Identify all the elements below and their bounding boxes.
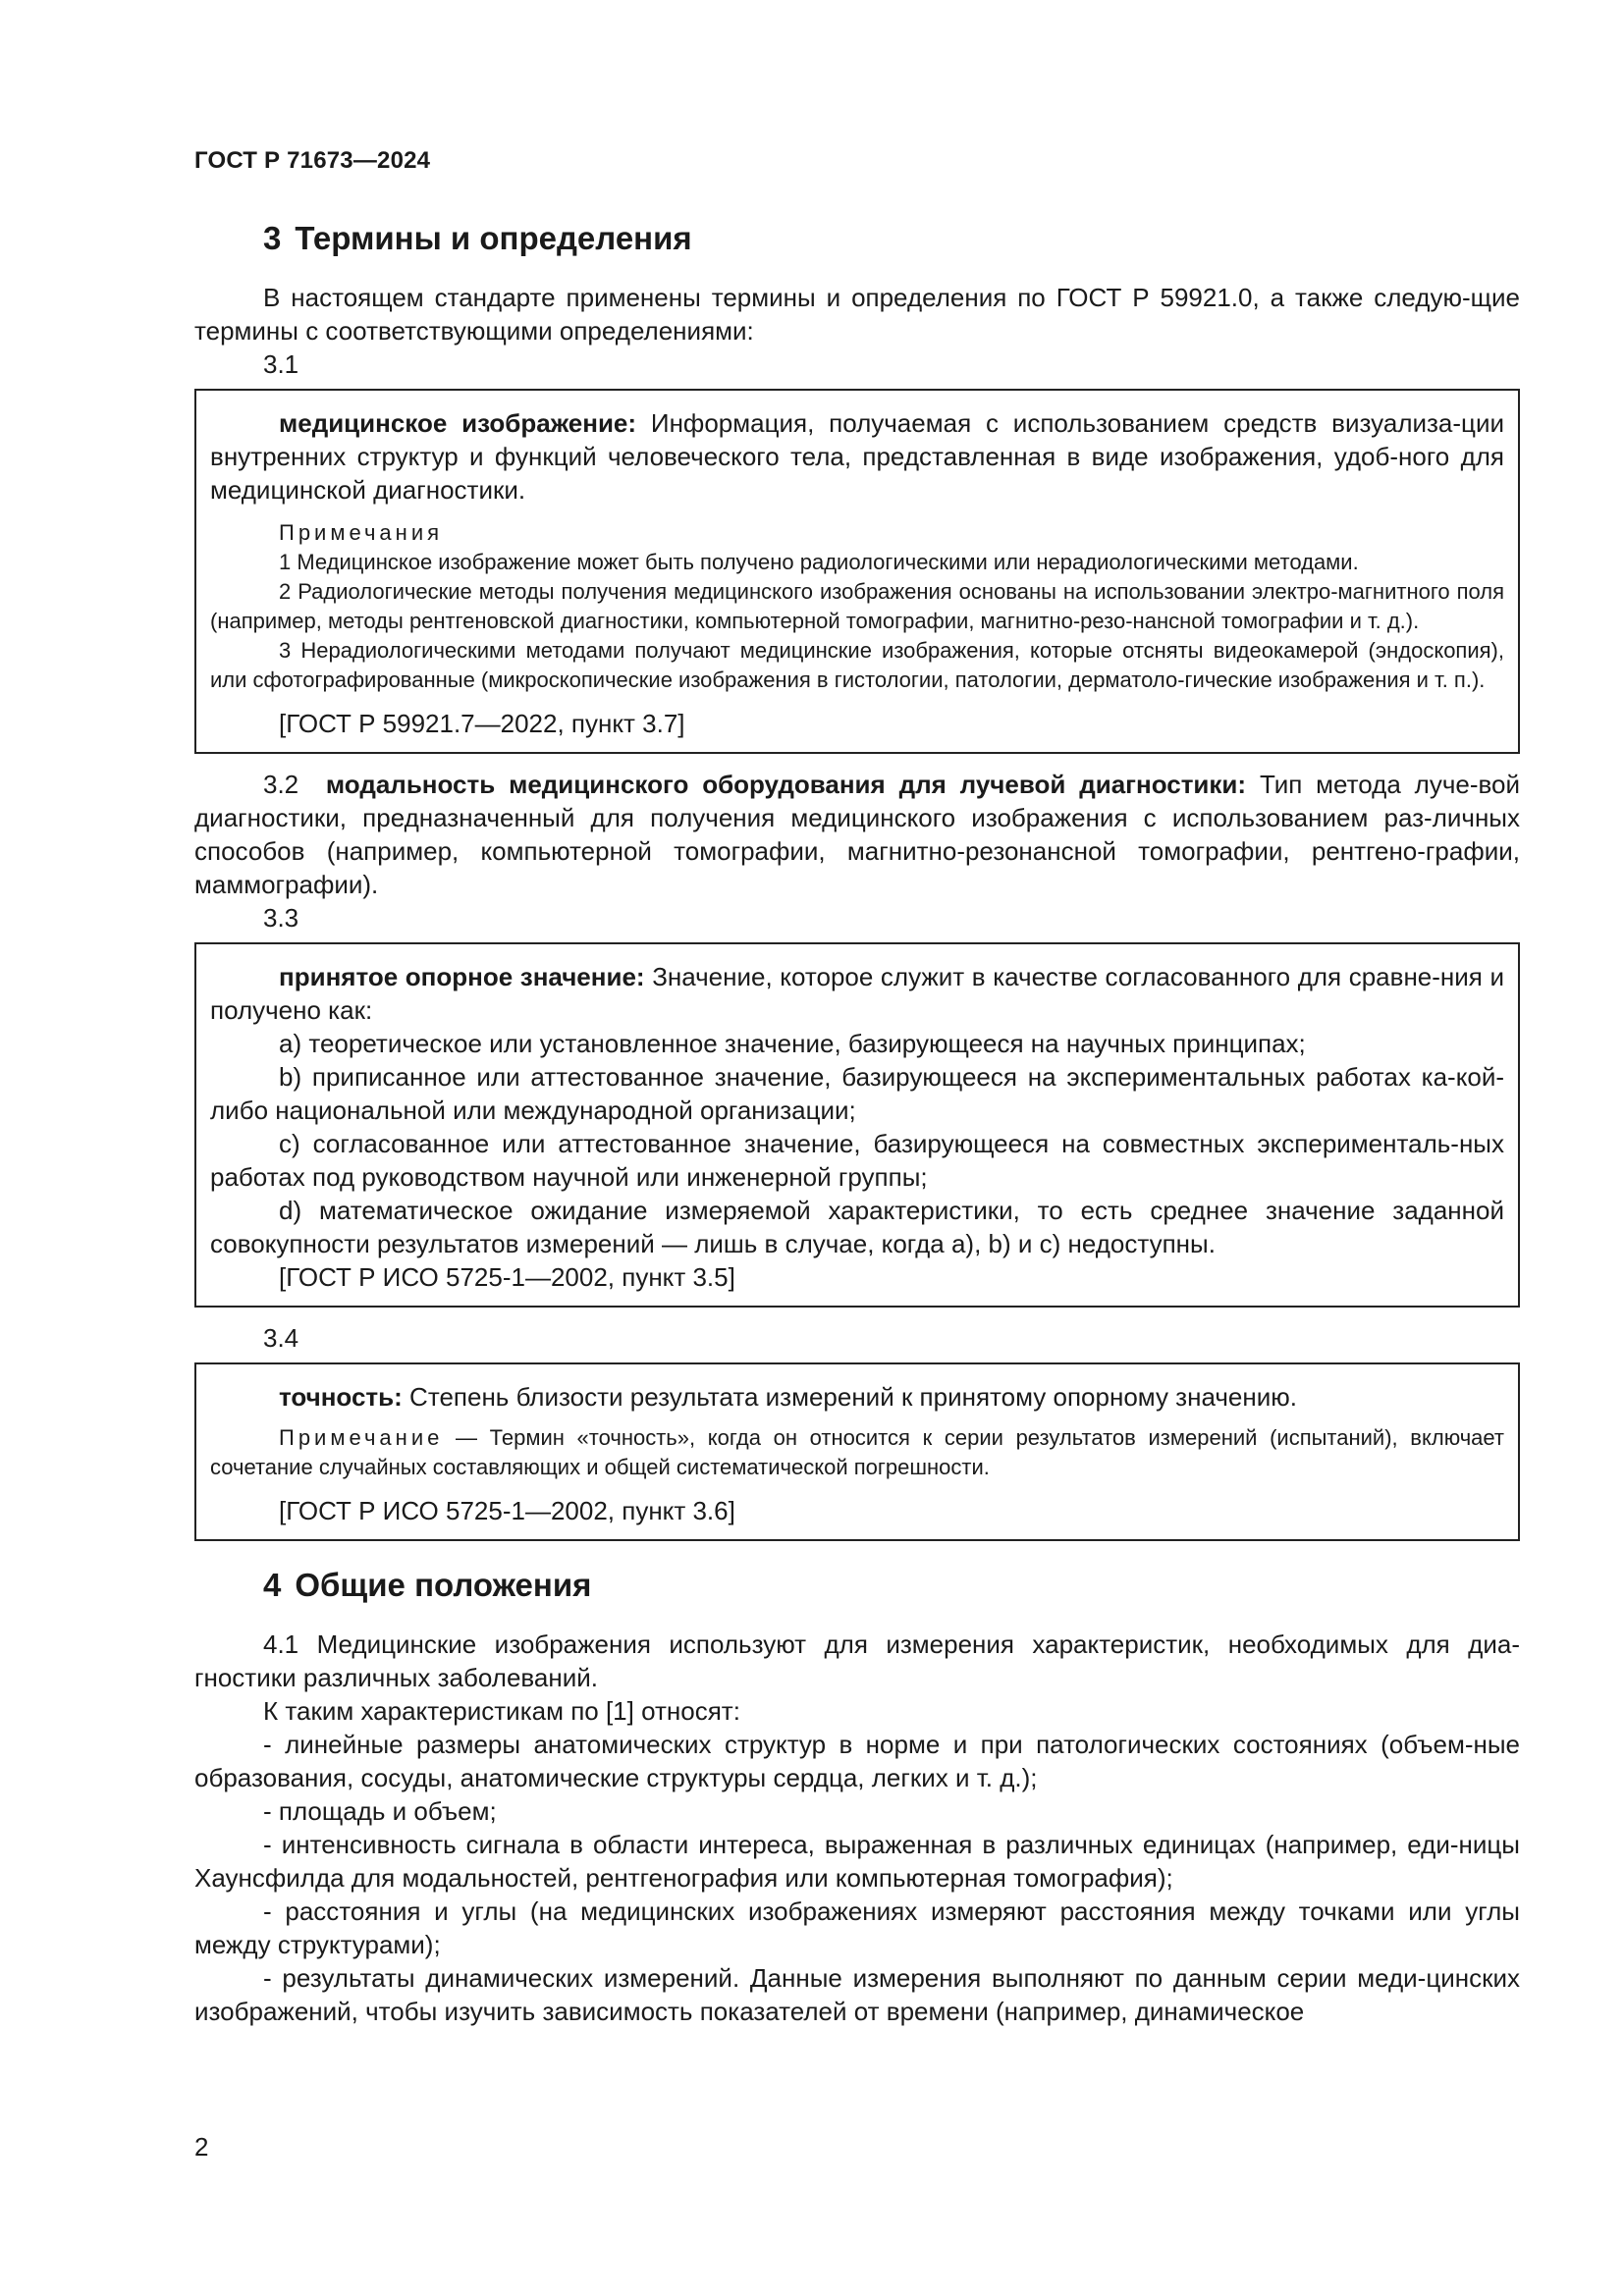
list-item: - площадь и объем; (263, 1796, 497, 1826)
section-4-heading (263, 1565, 1520, 1606)
document-header: ГОСТ Р 71673—2024 (194, 147, 431, 174)
term-3-1-term: медицинское изображение: (279, 408, 637, 438)
term-3-1-definition (210, 406, 1504, 507)
list-item: - интенсивность сигнала в области интереса, выраженная в различных единицах (например, еди-ницы Хаунсфилда для модальностей, рентгенография или компьютерная томография); (194, 1830, 1520, 1893)
term-3-2-number: 3.2 (263, 770, 299, 799)
term-3-1-notes-heading: Примечания (279, 520, 444, 545)
term-3-1-source: [ГОСТ Р 59921.7—2022, пункт 3.7] (279, 709, 685, 738)
term-3-3-item-c: c) согласованное или аттестованное значение, базирующееся на совместных эксперименталь-ных работах под руководством научной или инженерной группы; (210, 1129, 1504, 1192)
list-item: - расстояния и углы (на медицинских изображениях измеряют расстояния между точками или углы между структурами); (194, 1896, 1520, 1959)
term-3-4-note (210, 1423, 1504, 1482)
term-3-1-number: 3.1 (263, 349, 299, 379)
section-4-1-paragraph: 4.1 Медицинские изображения используют для измерения характеристик, необходимых для диа-гностики различных заболеваний. (194, 1629, 1520, 1692)
section-3-title: Термины и определения (295, 220, 692, 256)
term-3-1-note-3: 3 Нерадиологическими методами получают медицинские изображения, которые отсняты видеокамерой (эндоскопия), или сфотографированные (микроскопические изображения в гистологии, патологии, дерматоло-гические изображения и т. п.). (210, 638, 1504, 692)
term-3-4-box (194, 1362, 1520, 1541)
term-3-4-def-text: Степень близости результата измерений к принятому опорному значению. (409, 1382, 1297, 1412)
term-3-3-item-d: d) математическое ожидание измеряемой характеристики, то есть среднее значение заданной совокупности результатов измерений — лишь в случае, когда a), b) и c) недоступны. (210, 1196, 1504, 1258)
section-4-number: 4 (263, 1567, 282, 1603)
term-3-1-note-2: 2 Радиологические методы получения медицинского изображения основаны на использовании электро-магнитного поля (например, методы рентгеновской диагностики, компьютерной томографии, магнитно-резо-нансной томографии и т. д.). (210, 579, 1504, 633)
term-3-4-note-text: — Термин «точность», когда он относится к серии результатов измерений (испытаний), включает сочетание случайных составляющих и общей систематической погрешности. (210, 1425, 1504, 1479)
term-3-2-def-text: Тип метода луче-вой диагностики, предназначенный для получения медицинского изображения с использованием раз-личных способов (например, компьютерной томографии, магнитно-резонансной томографии, рентгено-графии, маммографии). (194, 770, 1520, 899)
term-3-2-definition (194, 768, 1520, 901)
section-3-number: 3 (263, 220, 282, 256)
term-3-3-box (194, 942, 1520, 1308)
term-3-3-def-text: Значение, которое служит в качестве согласованного для сравне-ния и получено как: (210, 962, 1505, 1025)
term-3-4-source: [ГОСТ Р ИСО 5725-1—2002, пункт 3.6] (279, 1496, 735, 1525)
term-3-1-def-text: Информация, получаемая с использованием средств визуализа-ции внутренних структур и функций человеческого тела, представленная в виде изображения, удоб-ного для медицинской диагностики. (210, 408, 1504, 505)
list-item: - линейные размеры анатомических структур в норме и при патологических состояниях (объем-ные образования, сосуды, анатомические структуры сердца, легких и т. д.); (194, 1730, 1520, 1792)
document-body (194, 218, 1520, 2028)
section-3-heading (263, 218, 1520, 259)
term-3-3-source: [ГОСТ Р ИСО 5725-1—2002, пункт 3.5] (279, 1262, 735, 1292)
section-3-intro: В настоящем стандарте применены термины и определения по ГОСТ Р 59921.0, а также следую-щие термины с соответствующими определениями: (194, 283, 1520, 346)
list-item: - результаты динамических измерений. Данные измерения выполняют по данным серии меди-цинских изображений, чтобы изучить зависимость показателей от времени (например, динамическое (194, 1963, 1520, 2026)
page-number: 2 (194, 2132, 209, 2162)
term-3-3-term: принятое опорное значение: (279, 962, 645, 991)
term-3-1-box (194, 389, 1520, 754)
term-3-3-item-a: a) теоретическое или установленное значение, базирующееся на научных принципах; (279, 1029, 1306, 1058)
term-3-3-number: 3.3 (263, 903, 299, 933)
term-3-4-note-label: Примечание (279, 1425, 444, 1450)
section-4-list-intro: К таким характеристикам по [1] относят: (263, 1696, 740, 1726)
term-3-2-term: модальность медицинского оборудования для лучевой диагностики: (325, 770, 1247, 799)
term-3-4-definition (210, 1380, 1504, 1414)
term-3-4-term: точность: (279, 1382, 403, 1412)
term-3-3-definition (210, 960, 1504, 1027)
section-4-title: Общие положения (295, 1567, 592, 1603)
term-3-4-number: 3.4 (263, 1323, 299, 1353)
term-3-3-item-b: b) приписанное или аттестованное значение, базирующееся на экспериментальных работах ка-кой-либо национальной или международной организации; (210, 1062, 1504, 1125)
term-3-1-note-1: 1 Медицинское изображение может быть получено радиологическими или нерадиологическими методами. (279, 550, 1359, 574)
